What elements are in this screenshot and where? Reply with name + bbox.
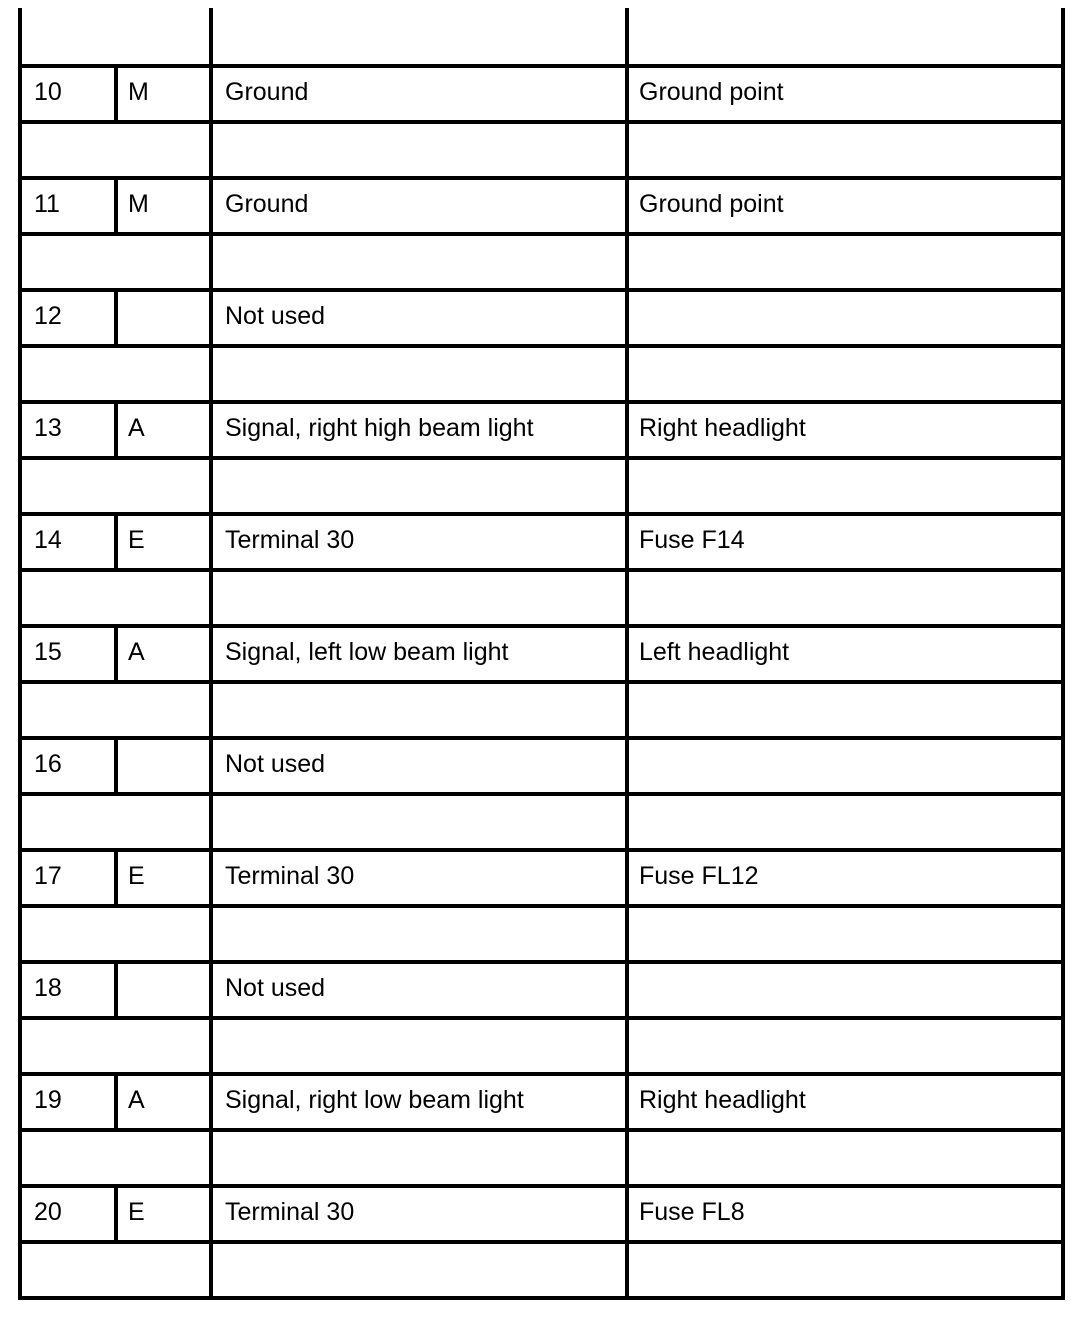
pin-type-cell: E	[128, 862, 145, 890]
row-border	[18, 512, 1065, 516]
pin-type-cell: M	[128, 190, 149, 218]
connection-cell: Right headlight	[639, 414, 806, 442]
pin-number-cell: 13	[34, 414, 62, 442]
row-border	[18, 1128, 1065, 1132]
pin-number-cell: 19	[34, 1086, 62, 1114]
row-border	[18, 960, 1065, 964]
row-border	[18, 904, 1065, 908]
description-cell: Terminal 30	[225, 1198, 355, 1226]
connection-cell: Fuse FL12	[639, 862, 759, 890]
pin-number-cell: 18	[34, 974, 62, 1002]
pin-type-cell: A	[128, 638, 145, 666]
pin-number-cell: 15	[34, 638, 62, 666]
row-border	[18, 344, 1065, 348]
column-divider-type	[114, 64, 118, 124]
description-cell: Signal, left low beam light	[225, 638, 509, 666]
column-divider-type	[114, 848, 118, 908]
row-border	[18, 120, 1065, 124]
column-divider-type	[114, 288, 118, 348]
description-cell: Signal, right low beam light	[225, 1086, 524, 1114]
description-cell: Terminal 30	[225, 862, 355, 890]
connection-cell: Fuse FL8	[639, 1198, 745, 1226]
connection-cell: Right headlight	[639, 1086, 806, 1114]
row-border	[18, 176, 1065, 180]
pin-type-cell: E	[128, 526, 145, 554]
pin-number-cell: 10	[34, 78, 62, 106]
row-border	[18, 64, 1065, 68]
pin-number-cell: 11	[34, 190, 60, 218]
column-divider-type	[114, 400, 118, 460]
description-cell: Not used	[225, 302, 326, 330]
connection-cell: Left headlight	[639, 638, 790, 666]
pin-number-cell: 20	[34, 1198, 62, 1226]
row-border	[18, 288, 1065, 292]
pin-type-cell: A	[128, 1086, 145, 1114]
connection-cell: Ground point	[639, 190, 784, 218]
pin-type-cell: M	[128, 78, 149, 106]
column-divider-type	[114, 176, 118, 236]
row-border	[18, 1184, 1065, 1188]
description-cell: Not used	[225, 974, 326, 1002]
description-cell: Signal, right high beam light	[225, 414, 534, 442]
description-cell: Not used	[225, 750, 326, 778]
column-divider-type	[114, 1184, 118, 1244]
connection-cell: Fuse F14	[639, 526, 745, 554]
row-border	[18, 456, 1065, 460]
connection-cell: Ground point	[639, 78, 784, 106]
row-border	[18, 792, 1065, 796]
column-divider-type	[114, 736, 118, 796]
row-border	[18, 1240, 1065, 1244]
column-divider-type	[114, 624, 118, 684]
row-border	[18, 680, 1065, 684]
pin-number-cell: 17	[34, 862, 62, 890]
table-right-border	[1061, 8, 1065, 1300]
pin-number-cell: 16	[34, 750, 62, 778]
column-divider-type	[114, 1072, 118, 1132]
column-divider-type	[114, 960, 118, 1020]
row-border	[18, 848, 1065, 852]
row-border	[18, 624, 1065, 628]
row-border	[18, 400, 1065, 404]
description-cell: Ground	[225, 190, 309, 218]
column-divider-connection	[625, 8, 629, 1300]
row-border	[18, 1072, 1065, 1076]
column-divider-type	[114, 512, 118, 572]
description-cell: Ground	[225, 78, 309, 106]
column-divider-description	[209, 8, 213, 1300]
row-border	[18, 232, 1065, 236]
pin-number-cell: 14	[34, 526, 62, 554]
table-left-border	[18, 8, 22, 1300]
pin-type-cell: E	[128, 1198, 145, 1226]
description-cell: Terminal 30	[225, 526, 355, 554]
row-border	[18, 1016, 1065, 1020]
pin-type-cell: A	[128, 414, 145, 442]
row-border	[18, 1296, 1065, 1300]
row-border	[18, 568, 1065, 572]
row-border	[18, 736, 1065, 740]
pin-number-cell: 12	[34, 302, 62, 330]
